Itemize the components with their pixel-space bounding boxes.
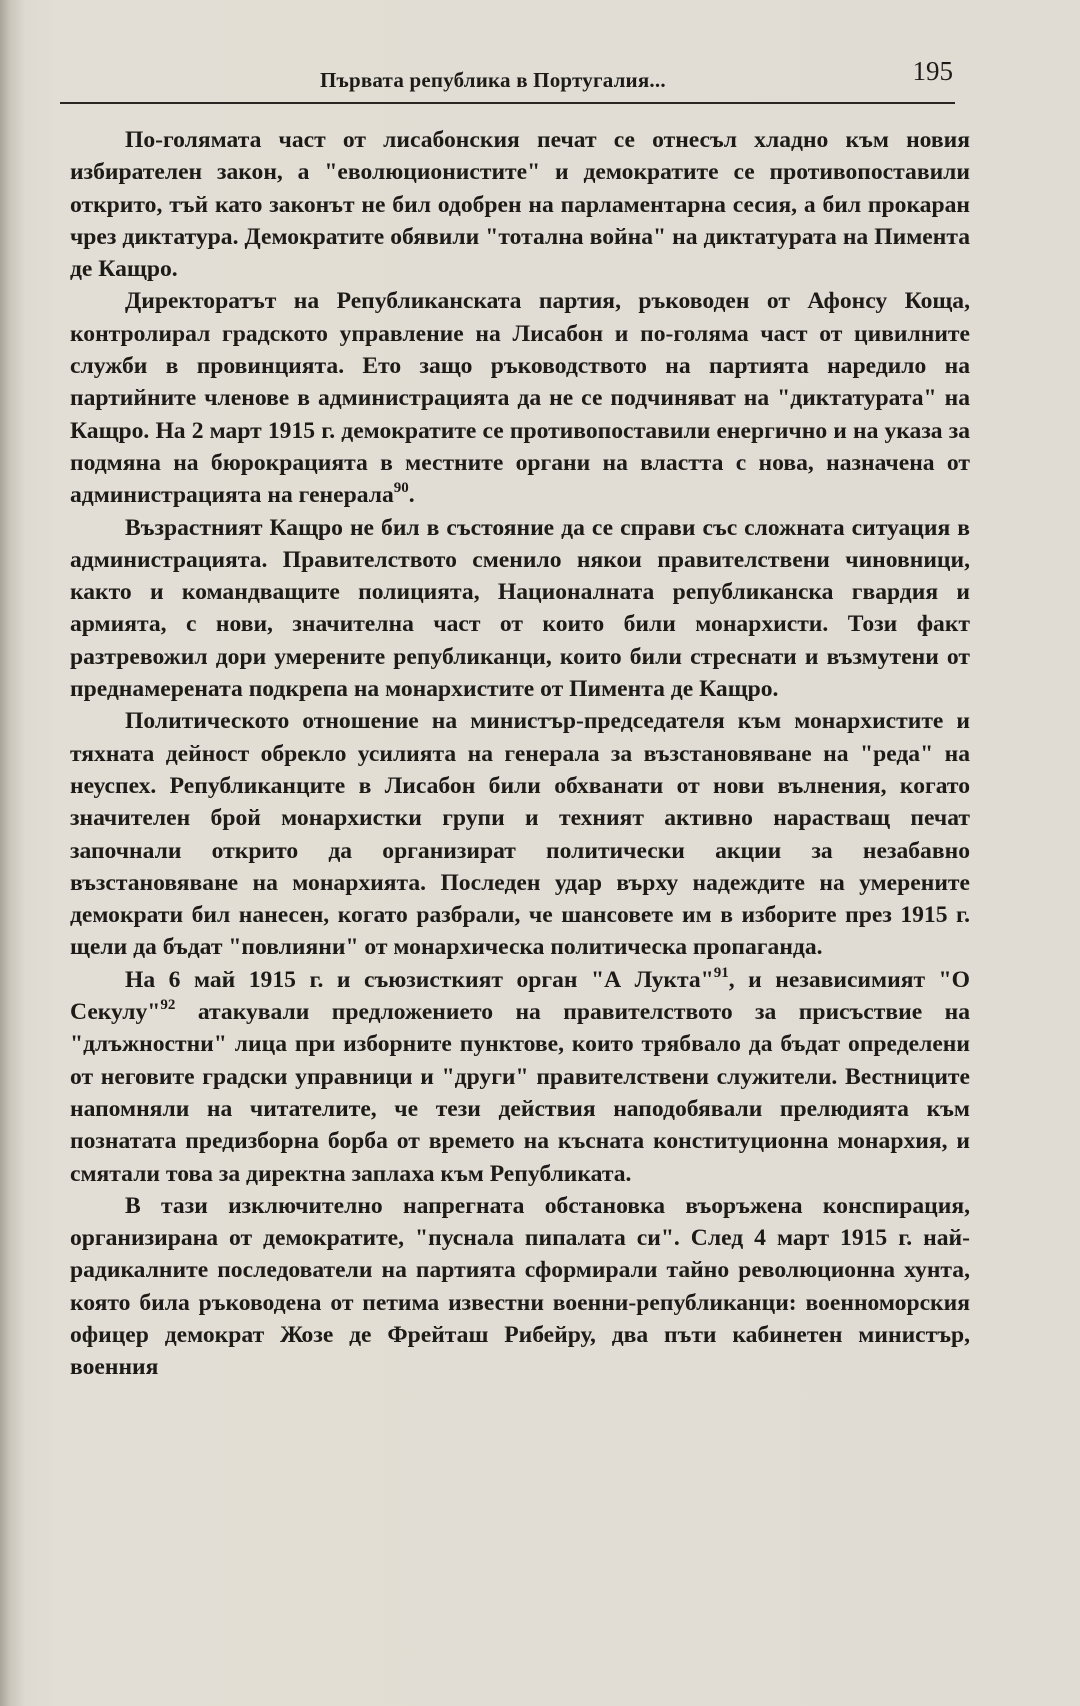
- paragraph-text-end: .: [408, 482, 415, 509]
- paragraph-6: [70, 1190, 970, 1384]
- footnote-marker-90: 90: [393, 480, 409, 497]
- paragraph-text: На 6 май 1915 г. и съюзисткият орган "А Лукта": [125, 966, 714, 993]
- running-title: Първата република в Португалия...: [320, 68, 666, 92]
- paragraph-text: Възрастният Кащро не бил в състояние да се справи със сложната ситуация в администрацията. Правителството сменило някои правителствени чиновници, както и командващите полицията, Националната републиканска гвардия и армията, с нови, значителна част от които били монархисти. Този факт разтревожил дори умерените републиканци, които били стреснати и възмутени от преднамерената подкрепа на монархистите от Пимента де Кащро.: [70, 514, 970, 703]
- page-header: [60, 54, 955, 102]
- paragraph-2: [70, 285, 970, 511]
- paragraph-3: [70, 512, 970, 706]
- header-rule: [60, 102, 955, 104]
- paragraph-4: [70, 705, 970, 963]
- paragraph-text: Политическото отношение на министър-председателя към монархистите и тяхната дейност обрекло усилията на генерала за възстановяване на "реда" на неуспех. Републиканците в Лисабон били обхванати от нови вълнения, когато значителен брой монархистки групи и техният активно нарастващ печат започнали открито да организират политически акции за незабавно възстановяване на монархията. Последен удар върху надеждите на умерените демократи бил нанесен, когато разбрали, че шансовете им в изборите през 1915 г. щели да бъдат "повлияни" от монархическа политическа пропаганда.: [70, 708, 970, 961]
- paragraph-text: Директоратът на Републиканската партия, ръководен от Афонсу Коща, контролирал градското управление на Лисабон и по-голяма част от цивилните служби в провинцията. Ето защо ръководството на партията наредило на партийните членове в администрацията да не се подчиняват на "диктатурата" на Кащро. На 2 март 1915 г. демократите се противопоставили енергично и на указа за подмяна на бюрокрацията в местните органи на властта с нова, назначена от администрацията на генерала: [70, 288, 970, 509]
- footnote-marker-92: 92: [160, 997, 176, 1014]
- page-number: 195: [912, 56, 953, 86]
- footnote-marker-91: 91: [713, 964, 729, 981]
- paragraph-5: [70, 964, 970, 1190]
- paragraph-text: В тази изключително напрегната обстановка въоръжена конспирация, организирана от демократите, "пуснала пипалата си". След 4 март 1915 г. най-радикалните последователи на партията сформирали тайно революционна хунта, която била ръководена от петима известни военни-републиканци: военноморския офицер демократ Жозе де Фрейташ Рибейру, два пъти кабинетен министър, военния: [70, 1192, 970, 1381]
- paragraph-text-middle: , и независимият "О Секулу": [70, 966, 971, 1026]
- paragraph-text-end: атакували предложението на правителството за присъствие на "длъжностни" лица при изборните пунктове, които трябвало да бъдат определени от неговите градски управници и "други" правителствени служители. Вестниците напомняли на читателите, че тези действия наподобявали прелюдията към познатата предизборна борба от времето на късната конституционна монархия, и смятали това за директна заплаха към Републиката.: [70, 999, 970, 1187]
- paragraph-text: По-голямата част от лисабонския печат се отнесъл хладно към новия избирателен закон, а "еволюционистите" и демократите се противопоставили открито, тъй като законът не бил одобрен на парламентарна сесия, а бил прокаран чрез диктатура. Демократите обявили "тотална война" на диктатурата на Пимента де Кащро.: [70, 127, 970, 283]
- paragraph-1: [70, 124, 970, 285]
- body-text: [70, 124, 970, 1384]
